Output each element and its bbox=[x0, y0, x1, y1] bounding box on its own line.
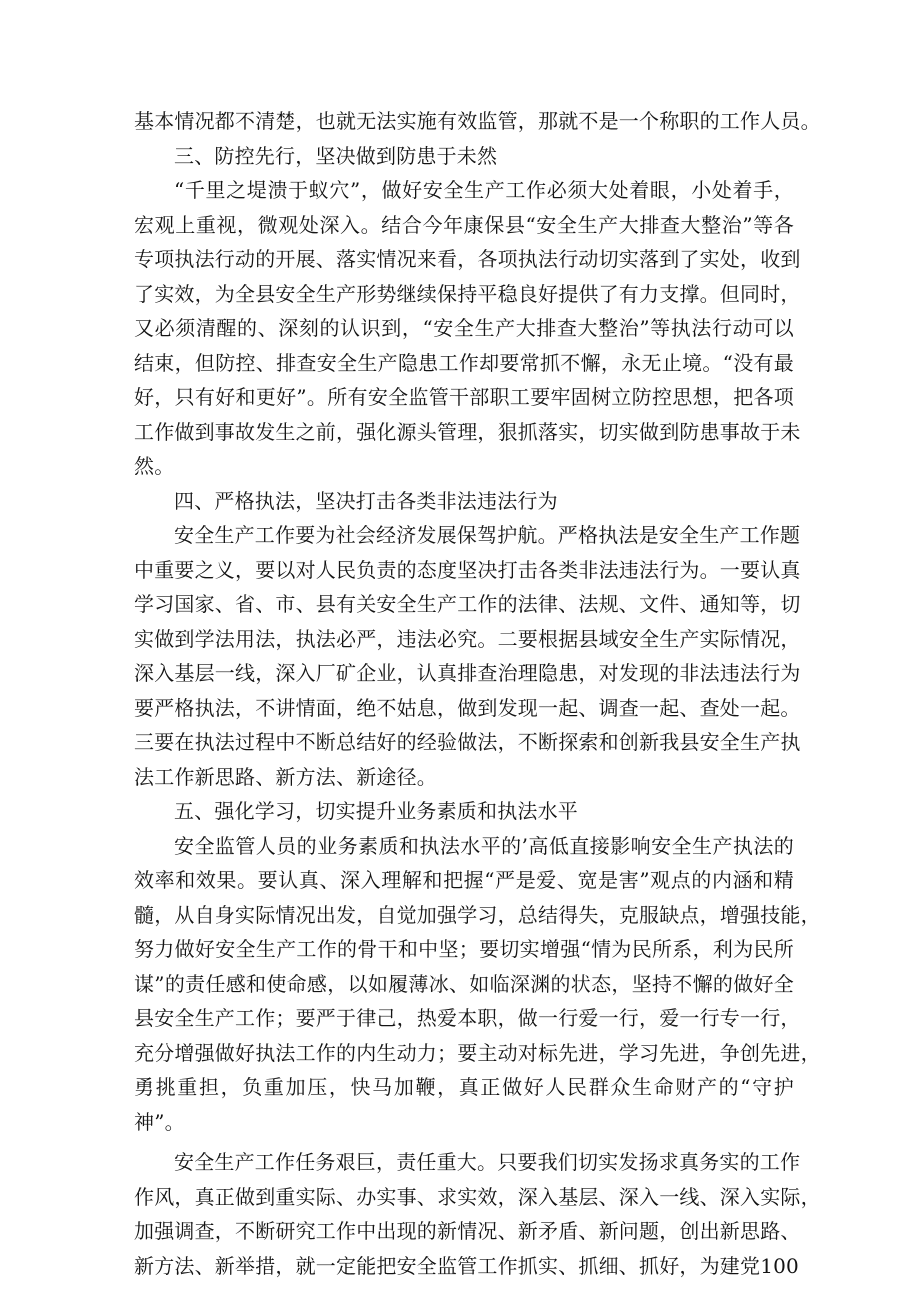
text-line: 宏观上重视，微观处深入。结合今年康保县“安全生产大排查大整治”等各 bbox=[134, 212, 794, 237]
text-line: 深入基层一线，深入厂矿企业，认真排查治理隐患，对发现的非法违法行为 bbox=[134, 661, 801, 685]
text-line: 了实效，为全县安全生产形势继续保持平稳良好提供了有力支撑。但同时， bbox=[134, 281, 801, 306]
text-line: 作风，真正做到重实际、办实事、求实效，深入基层、深入一线、深入实际， bbox=[134, 1184, 821, 1209]
text-line: 努力做好安全生产工作的骨干和中坚；要切实增强“情为民所系，利为民所 bbox=[134, 937, 794, 961]
paragraph bbox=[134, 173, 801, 484]
text-line: 工作做到事故发生之前，强化源头管理，狠抓落实，切实做到防患事故于未 bbox=[134, 419, 801, 444]
text-line: 三、防控先行，坚决做到防患于未然 bbox=[174, 143, 498, 168]
text-line: 勇挑重担，负重加压，快马加鞭，真正做好人民群众生命财产的“守护 bbox=[134, 1075, 794, 1099]
text-line: 加强调查，不断研究工作中出现的新情况、新矛盾、新问题，创出新思路、 bbox=[134, 1219, 801, 1243]
text-line: 中重要之义，要以对人民负责的态度坚决打击各类非法违法行为。一要认真 bbox=[134, 557, 801, 582]
text-line: 要严格执法，不讲情面，绝不姑息，做到发现一起、调查一起、查处一起。 bbox=[134, 695, 801, 720]
text-line: 三要在执法过程中不断总结好的经验做法，不断探索和创新我县安全生产执 bbox=[134, 730, 801, 754]
text-line: 髓，从自身实际情况出发，自觉加强学习，总结得失，克服缺点，增强技能， bbox=[134, 902, 821, 927]
document-body bbox=[134, 104, 821, 1283]
text-line: 四、严格执法，坚决打击各类非法违法行为 bbox=[174, 488, 558, 513]
section-heading bbox=[134, 794, 794, 829]
text-line: 安全生产工作要为社会经济发展保驾护航。严格执法是安全生产工作题 bbox=[174, 523, 801, 547]
text-line: 基本情况都不清楚，也就无法实施有效监管，那就不是一个称职的工作人员。 bbox=[134, 109, 821, 133]
paragraph bbox=[134, 104, 821, 139]
text-line: 神”。 bbox=[134, 1109, 185, 1134]
text-line: 学习国家、省、市、县有关安全生产工作的法律、法规、文件、通知等，切 bbox=[134, 592, 801, 616]
text-line: 谋”的责任感和使命感，以如履薄冰、如临深渊的状态，坚持不懈的做好全 bbox=[134, 971, 794, 996]
text-line: 法工作新思路、新方法、新途径。 bbox=[134, 764, 437, 789]
paragraph bbox=[134, 1145, 821, 1283]
text-line: 新方法、新举措，就一定能把安全监管工作抓实、抓细、抓好，为建党100 bbox=[134, 1253, 799, 1278]
text-line: 然。 bbox=[134, 454, 175, 478]
section-heading bbox=[134, 484, 794, 519]
paragraph bbox=[134, 518, 801, 794]
text-line: 安全生产工作任务艰巨，责任重大。只要我们切实发扬求真务实的工作 bbox=[174, 1150, 801, 1174]
section-heading bbox=[134, 139, 794, 174]
text-line: 好，只有好和更好”。所有安全监管干部职工要牢固树立防控思想，把各项 bbox=[134, 385, 794, 409]
text-line: 充分增强做好执法工作的内生动力；要主动对标先进，学习先进，争创先进， bbox=[134, 1040, 821, 1065]
paragraph bbox=[134, 829, 821, 1140]
text-line: 结束，但防控、排查安全生产隐患工作却要常抓不懈，永无止境。“没有最 bbox=[134, 350, 794, 375]
text-line: 专项执法行动的开展、落实情况来看，各项执法行动切实落到了实处，收到 bbox=[134, 247, 801, 271]
text-line: 五、强化学习，切实提升业务素质和执法水平 bbox=[174, 799, 578, 823]
text-line: 县安全生产工作；要严于律己，热爱本职，做一行爱一行，爱一行专一行， bbox=[134, 1006, 801, 1030]
text-line: 效率和效果。要认真、深入理解和把握“严是爱、宽是害”观点的内涵和精 bbox=[134, 868, 794, 892]
text-line: 又必须清醒的、深刻的认识到，“安全生产大排查大整治”等执法行动可以 bbox=[134, 316, 794, 340]
text-line: “千里之堤溃于蚁穴”，做好安全生产工作必须大处着眼，小处着手， bbox=[174, 178, 794, 202]
text-line: 实做到学法用法，执法必严，违法必究。二要根据县域安全生产实际情况， bbox=[134, 626, 801, 651]
text-line: 安全监管人员的业务素质和执法水平的’高低直接影响安全生产执法的 bbox=[174, 833, 794, 858]
